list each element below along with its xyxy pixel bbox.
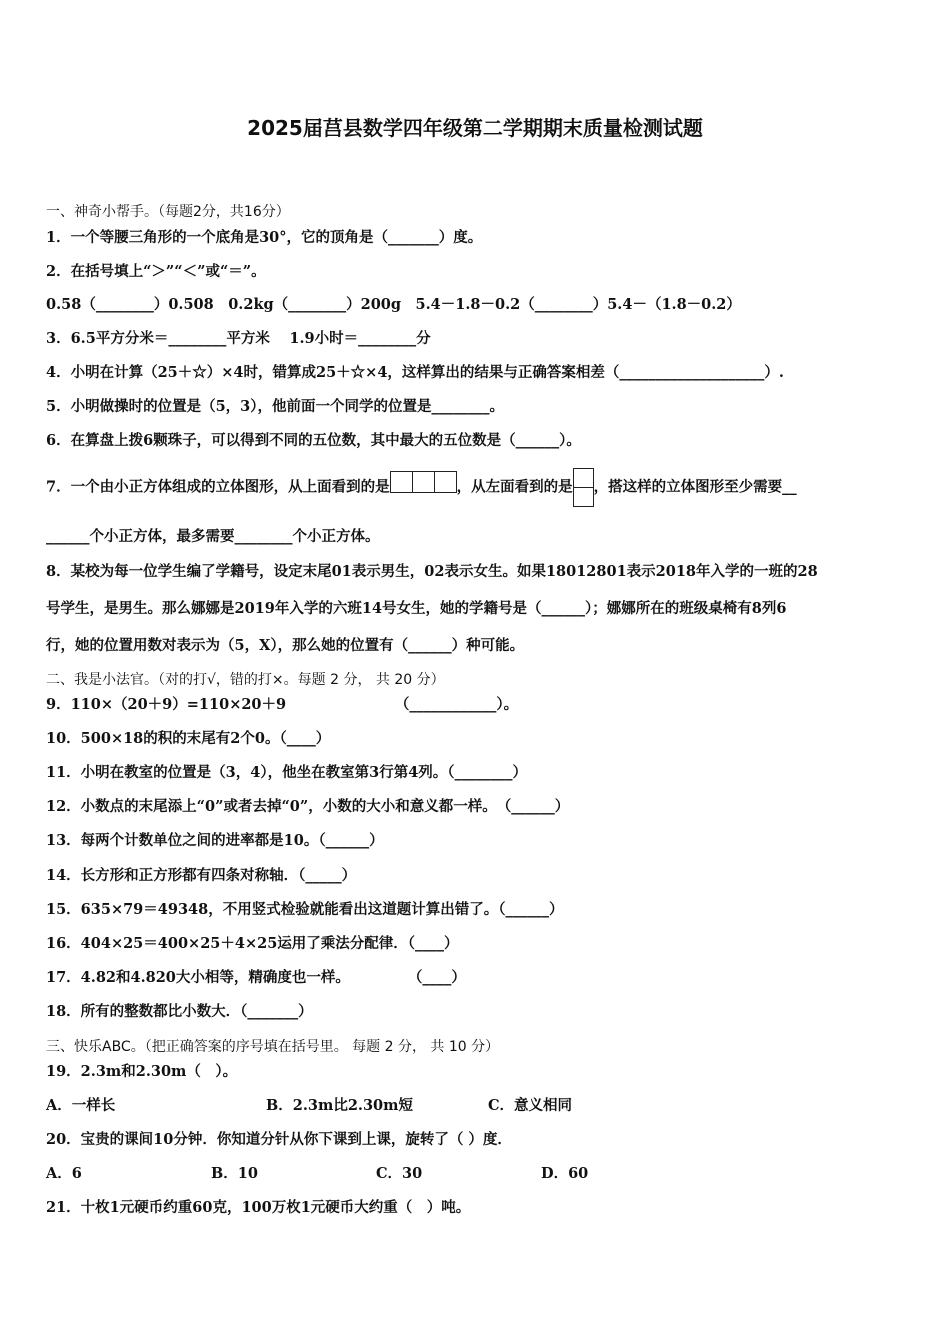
question-20: 20．宝贵的课间10分钟．你知道分针从你下课到上课，旋转了（ ）度． xyxy=(46,1131,512,1148)
question-13: 13．每两个计数单位之间的进率都是10。（______） xyxy=(46,832,384,849)
left-view-figure xyxy=(573,468,594,507)
question-10: 10．500×18的积的末尾有2个0。（____） xyxy=(46,730,331,747)
question-4: 4．小明在计算（25＋☆）×4时，错算成25＋☆×4，这样算出的结果与正确答案相差（____________________）. xyxy=(46,364,784,381)
question-1: 1．一个等腰三角形的一个底角是30°，它的顶角是（_______）度。 xyxy=(46,229,483,246)
top-view-figure xyxy=(390,469,457,507)
question-2: 2．在括号填上“＞”“＜”或“＝”。 xyxy=(46,263,266,280)
question-19-options xyxy=(46,1096,914,1116)
question-8-line-1: 8．某校为每一位学生编了学籍号，设定末尾01表示男生，02表示女生。如果18012801表示2018年入学的一班的28 xyxy=(46,563,818,580)
question-3: 3．6.5平方分米＝________平方米 1.9小时＝________分 xyxy=(46,330,431,347)
option-c: C．30 xyxy=(376,1165,423,1182)
question-16: 16．404×25＝400×25＋4×25运用了乘法分配律．（____） xyxy=(46,935,459,952)
question-17: 17．4.82和4.820大小相等，精确度也一样。 （____） xyxy=(46,969,466,986)
option-a: A．6 xyxy=(46,1165,82,1182)
page-title: 2025届莒县数学四年级第二学期期末质量检测试题 xyxy=(247,116,703,140)
question-14: 14．长方形和正方形都有四条对称轴．（_____） xyxy=(46,867,357,884)
option-b: B．10 xyxy=(211,1165,258,1182)
question-7-part-b: ，从左面看到的是 xyxy=(456,478,573,496)
question-7-part-a: 7．一个由小正方体组成的立体图形，从上面看到的是 xyxy=(46,478,390,496)
question-8-line-3: 行，她的位置用数对表示为（5，X），那么她的位置有（______）种可能。 xyxy=(46,637,525,654)
option-d: D．60 xyxy=(541,1165,589,1182)
option-c: C．意义相同 xyxy=(488,1097,573,1114)
question-19: 19．2.3m和2.30m（ ）。 xyxy=(46,1063,238,1080)
question-9: 9．110×（20＋9）=110×20＋9 （____________）。 xyxy=(46,696,519,713)
question-11: 11．小明在教室的位置是（3，4），他坐在教室第3行第4列。（________） xyxy=(46,764,528,781)
question-20-options xyxy=(46,1164,914,1184)
question-21: 21．十枚1元硬币约重60克，100万枚1元硬币大约重（ ）吨。 xyxy=(46,1199,471,1216)
question-12: 12．小数点的末尾添上“0”或者去掉“0”，小数的大小和意义都一样。 （______） xyxy=(46,798,570,815)
option-a: A．一样长 xyxy=(46,1097,116,1114)
question-7 xyxy=(46,468,914,507)
question-15: 15．635×79＝49348，不用竖式检验就能看出这道题计算出错了。（______） xyxy=(46,901,564,918)
section-3-heading: 三、快乐ABC。（把正确答案的序号填在括号里。 每题 2 分， 共 10 分） xyxy=(46,1039,500,1055)
question-18: 18．所有的整数都比小数大．（_______） xyxy=(46,1003,313,1020)
question-2-items: 0.58（________）0.508 0.2kg（________）200g 5.4－1.8－0.2（________）5.4－（1.8－0.2） xyxy=(46,296,741,313)
question-7-continued: ______个小正方体，最多需要________个小正方体。 xyxy=(46,528,380,545)
section-1-heading: 一、神奇小帮手。（每题2分，共16分） xyxy=(46,204,290,220)
question-6: 6．在算盘上拨6颗珠子，可以得到不同的五位数，其中最大的五位数是（______）。 xyxy=(46,432,581,449)
option-b: B．2.3m比2.30m短 xyxy=(266,1097,413,1114)
section-2-heading: 二、我是小法官。（对的打√，错的打×。每题 2 分， 共 20 分） xyxy=(46,672,445,688)
question-7-part-c: ，搭这样的立体图形至少需要__ xyxy=(593,478,797,496)
question-8-line-2: 号学生，是男生。那么娜娜是2019年入学的六班14号女生，她的学籍号是（______）；娜娜所在的班级桌椅有8列6 xyxy=(46,600,787,617)
question-5: 5．小明做操时的位置是（5，3），他前面一个同学的位置是________。 xyxy=(46,398,505,415)
